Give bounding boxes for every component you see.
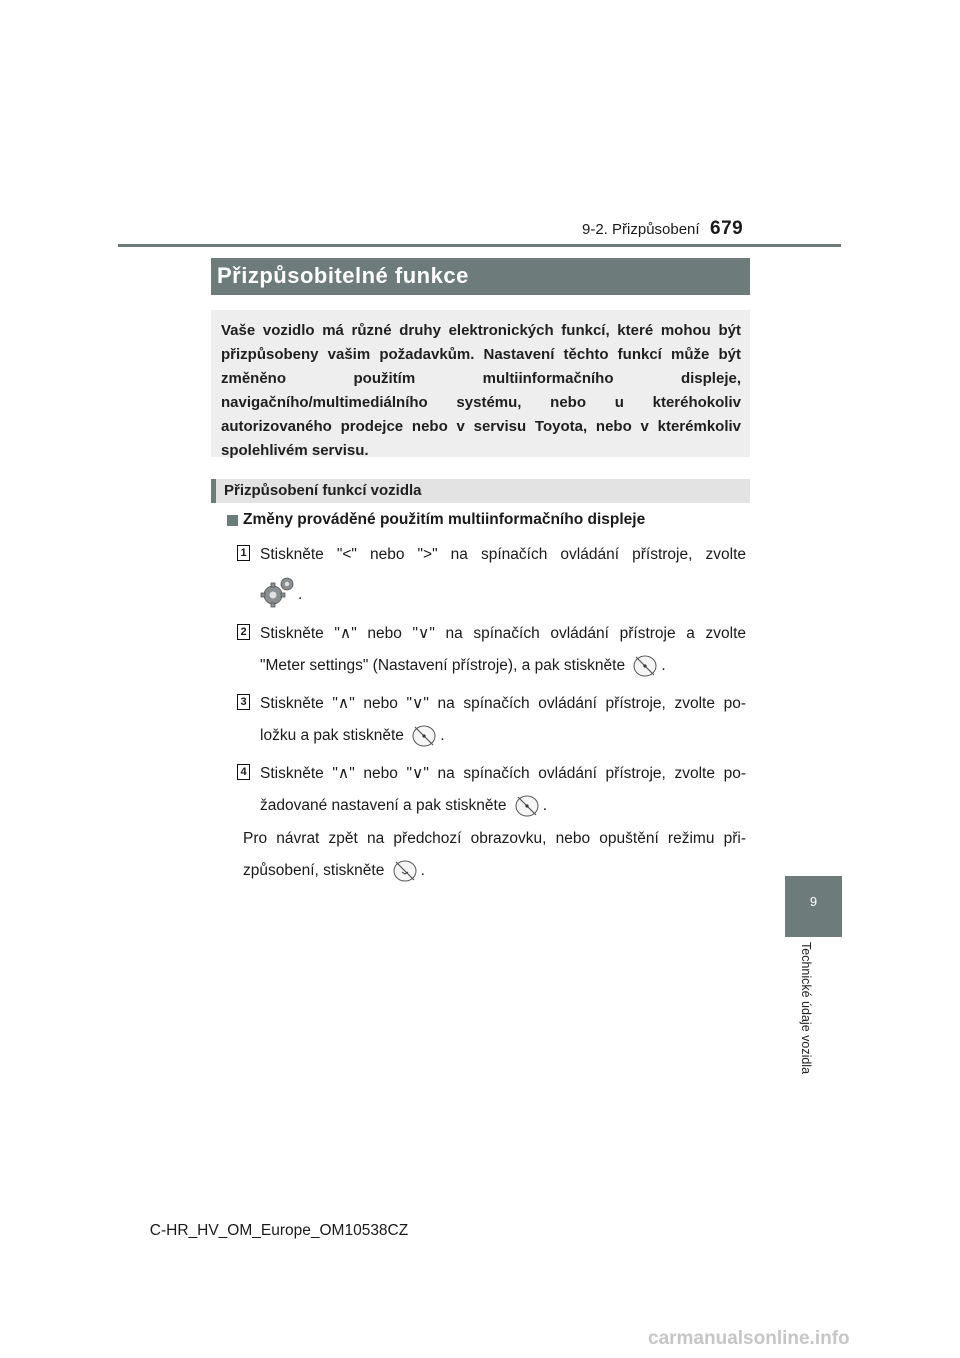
closing-line-1: Pro návrat zpět na předchozí obrazovku, nebo opuštění režimu při- bbox=[243, 830, 746, 847]
step-number-2: 2 bbox=[237, 624, 250, 640]
step-1-line-2: . bbox=[298, 586, 303, 603]
subsection-accent bbox=[211, 479, 216, 503]
step-number-4: 4 bbox=[237, 764, 250, 780]
chapter-title: Technické údaje vozidla bbox=[799, 942, 813, 1075]
square-bullet-icon bbox=[227, 515, 238, 526]
section-label: 9-2. Přizpůsobení bbox=[582, 221, 700, 238]
enter-button-icon bbox=[629, 653, 661, 679]
subsection-bar bbox=[211, 479, 750, 503]
step-4-line-2: žadované nastavení a pak stiskněte bbox=[260, 797, 507, 814]
step-3-line-2-end: . bbox=[440, 727, 445, 744]
subsection-title: Přizpůsobení funkcí vozidla bbox=[224, 482, 422, 499]
enter-button-icon bbox=[511, 793, 543, 819]
chapter-number: 9 bbox=[809, 894, 818, 909]
step-number-1: 1 bbox=[237, 545, 250, 561]
chapter-tab bbox=[785, 876, 842, 937]
step-2-line-2-end: . bbox=[661, 657, 666, 674]
step-number-3: 3 bbox=[237, 694, 250, 710]
step-4-line-2-row bbox=[260, 788, 746, 824]
step-4-line-2-end: . bbox=[542, 797, 548, 814]
document-code: C-HR_HV_OM_Europe_OM10538CZ bbox=[149, 1222, 409, 1239]
intro-box bbox=[211, 310, 750, 457]
closing-line-2: způsobení, stiskněte bbox=[243, 862, 385, 879]
topic-heading: Změny prováděné použitím multiinformačního displeje bbox=[243, 511, 646, 528]
watermark: carmanualsonline.info bbox=[648, 1328, 850, 1349]
step-4-line-1: Stiskněte "∧" nebo "∨" na spínačích ovládání přístroje, zvolte po- bbox=[260, 765, 746, 782]
step-1-line-1: Stiskněte "<" nebo ">" na spínačích ovládání přístroje, zvolte bbox=[260, 546, 746, 563]
closing-line-2-row bbox=[243, 853, 746, 889]
step-2-line-2-row bbox=[260, 648, 746, 684]
page-title: Přizpůsobitelné funkce bbox=[217, 263, 469, 288]
gear-icon bbox=[258, 573, 298, 609]
step-2-line-2: "Meter settings" (Nastavení přístroje), a pak stiskněte bbox=[260, 657, 626, 674]
step-3-line-2-row bbox=[260, 718, 746, 754]
step-3-line-2: ložku a pak stiskněte bbox=[260, 727, 404, 744]
step-3-line-1: Stiskněte "∧" nebo "∨" na spínačích ovládání přístroje, zvolte po- bbox=[260, 695, 746, 712]
page-title-bar bbox=[211, 258, 750, 295]
page-number: 679 bbox=[710, 218, 744, 239]
enter-button-icon bbox=[408, 723, 440, 749]
intro-text: Vaše vozidlo má různé druhy elektronických funkcí, které mohou být přizpůsobeny vašim požadavkům. Nastavení těchto funkcí může být změněno použitím multiinformačního displeje, navigačního/multimediálního systému, nebo u kteréhokoliv autorizovaného prodejce nebo v servisu Toyota, nebo v kterémkoliv spolehlivém servisu. bbox=[221, 322, 741, 459]
step-2-line-1: Stiskněte "∧" nebo "∨" na spínačích ovládání přístroje a zvolte bbox=[260, 625, 746, 642]
header-divider bbox=[118, 244, 841, 247]
back-button-icon bbox=[389, 858, 421, 884]
closing-line-2-end: . bbox=[420, 862, 425, 879]
